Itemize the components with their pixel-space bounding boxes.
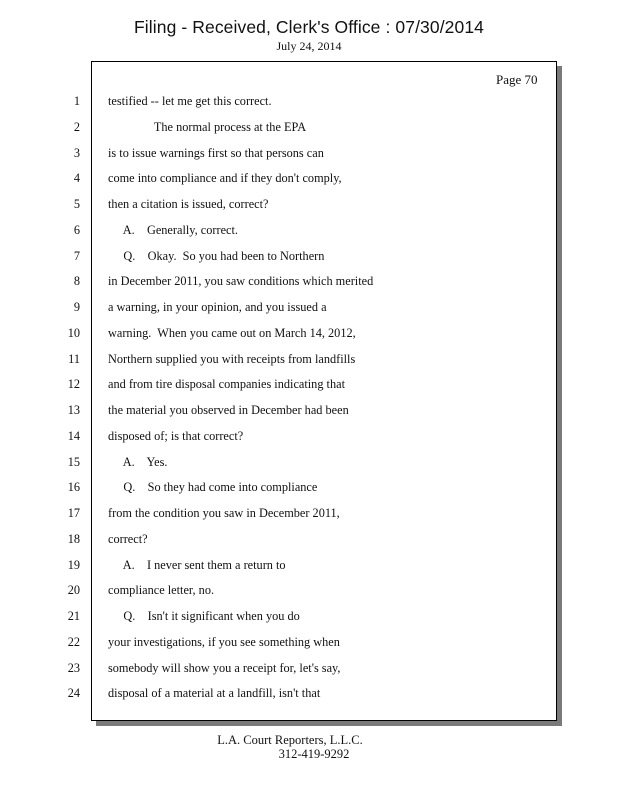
court-reporter-name: L.A. Court Reporters, L.L.C. <box>217 733 363 747</box>
line-text: is to issue warnings first so that persons can <box>108 145 324 160</box>
line-number: 19 <box>67 557 80 572</box>
line-text: disposal of a material at a landfill, isn't that <box>108 686 321 701</box>
line-number: 22 <box>67 634 80 649</box>
line-text: in December 2011, you saw conditions which merited <box>108 274 374 289</box>
line-text: Northern supplied you with receipts from landfills <box>108 351 356 366</box>
line-number: 2 <box>73 119 80 134</box>
transcript-line <box>0 480 618 500</box>
line-number: 6 <box>73 222 80 237</box>
transcript-line <box>0 352 618 372</box>
line-number: 20 <box>67 583 80 598</box>
line-number: 3 <box>73 145 80 160</box>
line-number: 11 <box>68 351 80 366</box>
filing-stamp: Filing - Received, Clerk's Office : 07/30/2014 <box>133 17 484 37</box>
transcript-line <box>0 455 618 475</box>
line-text: A. I never sent them a return to <box>108 557 286 572</box>
transcript-line <box>0 558 618 578</box>
line-number: 4 <box>73 171 80 186</box>
line-text: compliance letter, no. <box>108 583 215 598</box>
line-number: 10 <box>67 325 80 340</box>
line-number: 14 <box>67 428 80 443</box>
transcript-line <box>0 300 618 320</box>
transcript-line <box>0 171 618 191</box>
line-text: then a citation is issued, correct? <box>108 197 269 211</box>
transcript-line <box>0 661 618 681</box>
line-number: 13 <box>67 403 80 417</box>
line-text: correct? <box>108 531 148 546</box>
line-text: Q. So they had come into compliance <box>108 480 318 495</box>
transcript-line <box>0 532 618 552</box>
line-number: 18 <box>67 531 80 546</box>
line-number: 8 <box>73 274 80 289</box>
line-number: 16 <box>67 480 80 495</box>
transcript-line <box>0 609 618 629</box>
transcript-line <box>0 686 618 706</box>
line-text: the material you observed in December had been <box>108 403 349 417</box>
transcript-date: July 24, 2014 <box>276 39 342 53</box>
line-text: warning. When you came out on March 14, 2012, <box>108 325 356 340</box>
transcript-line <box>0 197 618 217</box>
transcript-line <box>0 583 618 603</box>
line-text: your investigations, if you see something when <box>108 634 340 649</box>
line-number: 9 <box>73 300 80 314</box>
line-number: 23 <box>67 660 80 675</box>
transcript-line <box>0 223 618 243</box>
line-text: disposed of; is that correct? <box>108 428 244 443</box>
transcript-line <box>0 377 618 397</box>
line-text: testified -- let me get this correct. <box>108 94 272 108</box>
transcript-line <box>0 429 618 449</box>
transcript-line <box>0 635 618 655</box>
line-text: Q. Okay. So you had been to Northern <box>108 248 325 263</box>
line-number: 21 <box>67 609 80 623</box>
transcript-line <box>0 326 618 346</box>
line-text: A. Generally, correct. <box>108 222 238 237</box>
court-reporter-phone: 312-419-9292 <box>278 747 350 761</box>
transcript-line <box>0 403 618 423</box>
line-number: 15 <box>67 454 80 469</box>
line-text: A. Yes. <box>108 454 168 469</box>
transcript-line <box>0 146 618 166</box>
transcript-line <box>0 249 618 269</box>
line-text: and from tire disposal companies indicating that <box>108 377 345 392</box>
line-number: 12 <box>67 377 80 392</box>
line-text: The normal process at the EPA <box>108 119 307 134</box>
transcript-line <box>0 274 618 294</box>
line-text: from the condition you saw in December 2011, <box>108 506 340 520</box>
page-number: Page 70 <box>496 72 538 87</box>
line-text: Q. Isn't it significant when you do <box>108 609 300 623</box>
transcript-line <box>0 94 618 114</box>
line-text: a warning, in your opinion, and you issued a <box>108 300 327 314</box>
transcript-line <box>0 506 618 526</box>
line-number: 1 <box>73 94 80 108</box>
line-text: somebody will show you a receipt for, let's say, <box>108 660 341 675</box>
line-text: come into compliance and if they don't comply, <box>108 171 342 186</box>
line-number: 17 <box>67 506 80 520</box>
line-number: 5 <box>73 197 80 211</box>
line-number: 24 <box>67 686 80 701</box>
line-number: 7 <box>73 248 80 263</box>
transcript-line <box>0 120 618 140</box>
